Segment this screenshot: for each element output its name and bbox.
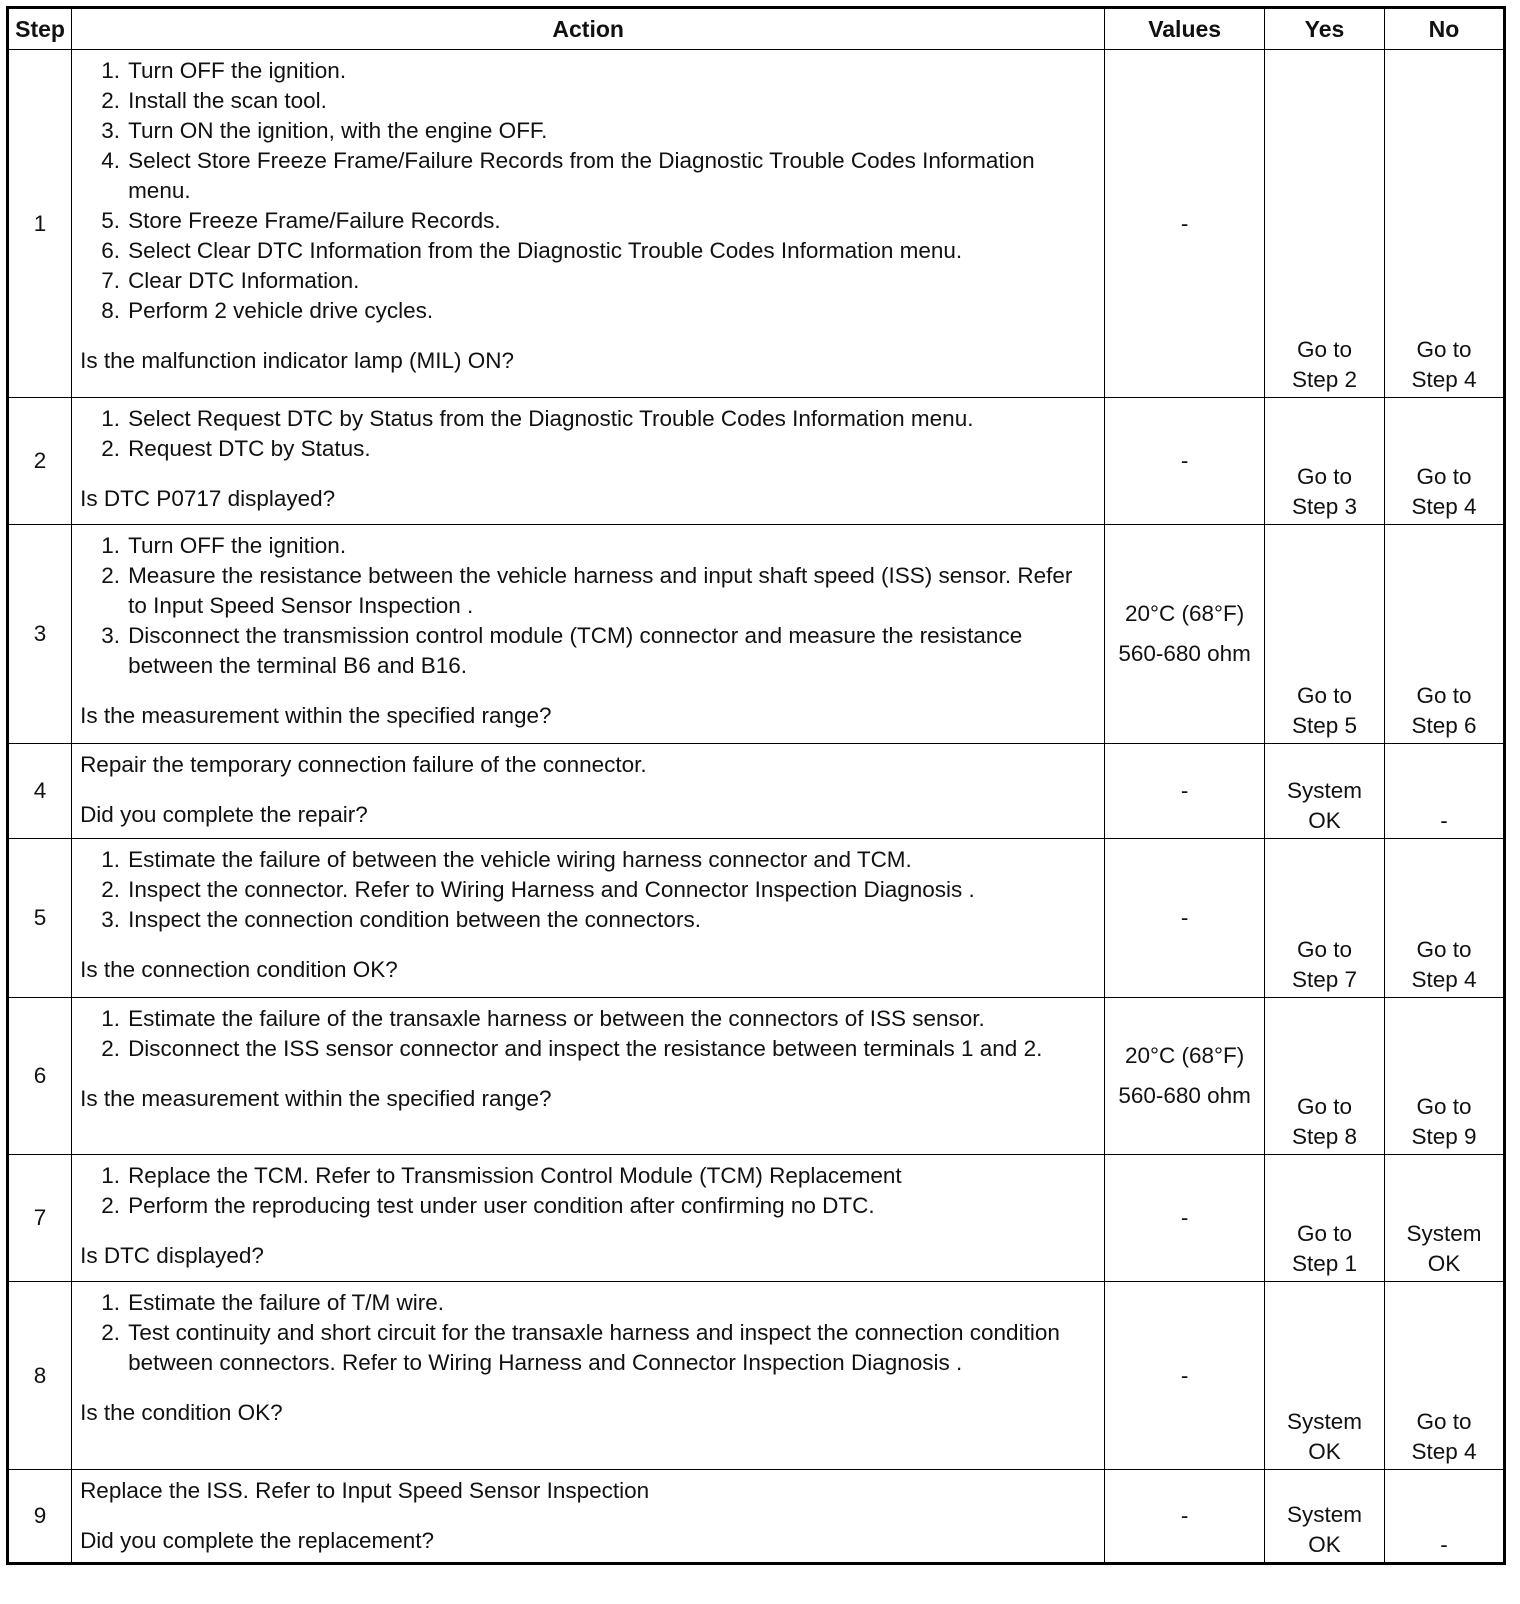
yes-text: Step 3 [1291,494,1357,519]
step-item-text: Store Freeze Frame/Failure Records. [128,208,501,233]
step-item-text: Turn ON the ignition, with the engine OFF. [128,118,548,143]
no-cell [1384,525,1504,744]
step-item-text: Disconnect the ISS sensor connector and inspect the resistance between terminals 1 and 2. [128,1036,1043,1061]
action-step-item [80,531,1096,561]
step-item-number: 3. [101,623,121,648]
action-cell [72,525,1105,744]
yes-text: System [1286,1409,1362,1434]
step-number: 5 [8,839,72,998]
action-step-item [80,905,1096,935]
action-step-item [80,1004,1096,1034]
step-item-text: Inspect the connection condition between the connectors. [128,907,701,932]
step-number: 3 [8,525,72,744]
step-item-text: Clear DTC Information. [128,268,360,293]
yes-cell [1264,744,1384,839]
yes-cell [1264,1282,1384,1470]
action-step-item [80,1161,1096,1191]
value-text: - [1180,210,1189,236]
no-text: Step 6 [1411,713,1477,738]
no-text: Go to [1416,937,1472,962]
step-item-number: 6. [101,238,121,263]
action-steps-list [80,845,1096,935]
no-text: Go to [1416,1409,1472,1434]
action-cell [72,50,1105,398]
values-cell [1105,998,1265,1155]
value-text: - [1180,905,1189,930]
no-cell [1384,1155,1504,1282]
no-text: Step 4 [1411,494,1477,519]
yes-text: OK [1308,808,1341,833]
step-number: 8 [8,1282,72,1470]
yes-text: Step 1 [1291,1251,1357,1276]
action-question: Is DTC P0717 displayed? [80,486,336,511]
action-question: Is the condition OK? [80,1400,283,1425]
yes-text: System [1286,1502,1362,1527]
action-text: Repair the temporary connection failure of the connector. [80,752,647,777]
no-text: Go to [1416,683,1472,708]
action-question: Is the measurement within the specified range? [80,1086,552,1111]
value-text: 20°C (68°F) [1125,1043,1245,1068]
step-number: 6 [8,998,72,1155]
step-item-text: Select Request DTC by Status from the Diagnostic Trouble Codes Information menu. [128,406,974,431]
yes-cell [1264,525,1384,744]
step-item-number: 1. [101,533,121,558]
yes-cell [1264,839,1384,998]
no-text: - [1440,808,1448,833]
yes-cell [1264,50,1384,398]
action-cell [72,1470,1105,1564]
no-text: Step 4 [1411,1439,1477,1464]
no-cell [1384,998,1504,1155]
table-row [8,525,1505,744]
table-row [8,998,1505,1155]
step-item-number: 2. [101,877,121,902]
yes-cell [1264,998,1384,1155]
action-text: Replace the ISS. Refer to Input Speed Sensor Inspection [80,1478,650,1503]
step-item-text: Select Clear DTC Information from the Diagnostic Trouble Codes Information menu. [128,238,963,263]
yes-text: Step 8 [1291,1124,1357,1149]
no-cell [1384,398,1504,525]
action-steps-list [80,404,1096,464]
values-cell [1105,398,1265,525]
action-step-item [80,434,1096,464]
value-text: - [1180,1503,1189,1528]
value-text: - [1180,1205,1189,1230]
action-steps-list [80,56,1096,326]
yes-text: Go to [1296,1094,1352,1119]
no-text: Go to [1416,337,1472,362]
step-item-number: 2. [101,1036,121,1061]
step-number: 7 [8,1155,72,1282]
step-number: 4 [8,744,72,839]
header-no: No [1384,8,1504,50]
action-step-item [80,236,1096,266]
action-step-item [80,296,1096,326]
table-row [8,744,1505,839]
no-text: Step 4 [1411,367,1477,392]
action-step-item [80,845,1096,875]
no-text: System [1406,1221,1482,1246]
value-text: 560-680 ohm [1118,641,1251,666]
action-cell [72,744,1105,839]
step-item-number: 1. [101,1006,121,1031]
values-cell [1105,1282,1265,1470]
values-cell [1105,50,1265,398]
value-text: - [1180,778,1189,803]
step-item-text: Request DTC by Status. [128,436,371,461]
step-item-text: Disconnect the transmission control module (TCM) connector and measure the resistance between the terminal B6 and B16. [128,623,1023,678]
table-row [8,839,1505,998]
step-item-number: 1. [101,1290,121,1315]
action-step-item [80,1318,1096,1378]
action-step-item [80,206,1096,236]
step-item-text: Perform the reproducing test under user condition after confirming no DTC. [128,1193,875,1218]
header-step: Step [8,8,72,50]
action-step-item [80,1034,1096,1064]
yes-text: Go to [1296,464,1352,489]
action-cell [72,1282,1105,1470]
yes-text: Step 5 [1291,713,1357,738]
step-item-text: Turn OFF the ignition. [128,58,347,83]
action-step-item [80,116,1096,146]
no-text: Step 4 [1411,967,1477,992]
header-values: Values [1105,8,1265,50]
step-item-number: 8. [101,298,121,323]
yes-text: Step 2 [1291,367,1357,392]
values-cell [1105,744,1265,839]
action-question: Is the measurement within the specified range? [80,703,552,728]
value-text: - [1180,448,1189,473]
yes-text: System [1286,778,1362,803]
header-row [8,8,1505,50]
diagnostic-table [6,6,1506,1565]
step-item-text: Measure the resistance between the vehicle harness and input shaft speed (ISS) sensor. Refer to Input Speed Sensor Inspection . [128,563,1073,618]
step-item-number: 3. [101,118,121,143]
no-text: Go to [1416,1094,1472,1119]
value-text: 20°C (68°F) [1125,601,1245,626]
table-row [8,1155,1505,1282]
step-number: 9 [8,1470,72,1564]
no-cell [1384,839,1504,998]
no-text: Step 9 [1411,1124,1477,1149]
action-cell [72,998,1105,1155]
step-number: 1 [8,50,72,398]
values-cell [1105,1155,1265,1282]
no-text: Go to [1416,464,1472,489]
action-question: Is the connection condition OK? [80,957,398,982]
action-steps-list [80,531,1096,681]
step-item-number: 1. [101,406,121,431]
action-step-item [80,266,1096,296]
action-cell [72,398,1105,525]
header-yes: Yes [1264,8,1384,50]
step-item-number: 1. [101,58,121,83]
action-step-item [80,86,1096,116]
values-cell [1105,839,1265,998]
step-item-number: 3. [101,907,121,932]
step-item-number: 2. [101,1320,121,1345]
action-question: Did you complete the repair? [80,802,368,827]
action-step-item [80,146,1096,206]
action-step-item [80,404,1096,434]
yes-text: Go to [1296,337,1352,362]
step-item-number: 1. [101,847,121,872]
step-item-number: 2. [101,88,121,113]
yes-text: Go to [1296,683,1352,708]
action-step-item [80,561,1096,621]
step-item-text: Test continuity and short circuit for the transaxle harness and inspect the connection condition between connectors. Refer to Wiring Harness and Connector Inspection Diagnosis . [128,1320,1060,1375]
action-question: Is DTC displayed? [80,1243,264,1268]
step-item-text: Estimate the failure of the transaxle harness or between the connectors of ISS sensor. [128,1006,985,1031]
step-item-text: Inspect the connector. Refer to Wiring Harness and Connector Inspection Diagnosis . [128,877,975,902]
action-step-item [80,1191,1096,1221]
yes-text: OK [1308,1439,1341,1464]
no-cell [1384,50,1504,398]
step-item-number: 2. [101,563,121,588]
value-text: - [1180,1362,1189,1388]
action-question: Did you complete the replacement? [80,1528,435,1553]
step-number: 2 [8,398,72,525]
yes-text: Go to [1296,1221,1352,1246]
action-step-item [80,621,1096,681]
step-item-number: 1. [101,1163,121,1188]
step-item-text: Select Store Freeze Frame/Failure Records from the Diagnostic Trouble Codes Information menu. [128,148,1035,203]
action-cell [72,839,1105,998]
table-row [8,50,1505,398]
yes-text: Step 7 [1291,967,1357,992]
step-item-text: Estimate the failure of T/M wire. [128,1290,445,1315]
no-text: - [1440,1532,1448,1557]
table-row [8,1282,1505,1470]
yes-text: OK [1308,1532,1341,1557]
no-cell [1384,1470,1504,1564]
step-item-text: Install the scan tool. [128,88,327,113]
action-cell [72,1155,1105,1282]
step-item-number: 4. [101,148,121,173]
step-item-text: Perform 2 vehicle drive cycles. [128,298,434,323]
values-cell [1105,1470,1265,1564]
step-item-text: Turn OFF the ignition. [128,533,347,558]
step-item-text: Estimate the failure of between the vehicle wiring harness connector and TCM. [128,847,912,872]
action-step-item [80,56,1096,86]
no-cell [1384,744,1504,839]
step-item-number: 7. [101,268,121,293]
step-item-number: 5. [101,208,121,233]
yes-cell [1264,1155,1384,1282]
value-text: 560-680 ohm [1118,1083,1251,1108]
yes-text: Go to [1296,937,1352,962]
no-text: OK [1427,1251,1461,1276]
values-cell [1105,525,1265,744]
action-step-item [80,1288,1096,1318]
table-row [8,398,1505,525]
action-step-item [80,875,1096,905]
step-item-number: 2. [101,436,121,461]
yes-cell [1264,398,1384,525]
yes-cell [1264,1470,1384,1564]
action-steps-list [80,1161,1096,1221]
table-body [8,50,1505,1564]
action-steps-list [80,1004,1096,1064]
header-action: Action [72,8,1105,50]
no-cell [1384,1282,1504,1470]
step-item-number: 2. [101,1193,121,1218]
action-steps-list [80,1288,1096,1378]
table-row [8,1470,1505,1564]
action-question: Is the malfunction indicator lamp (MIL) ON? [80,348,514,373]
step-item-text: Replace the TCM. Refer to Transmission Control Module (TCM) Replacement [128,1163,902,1188]
